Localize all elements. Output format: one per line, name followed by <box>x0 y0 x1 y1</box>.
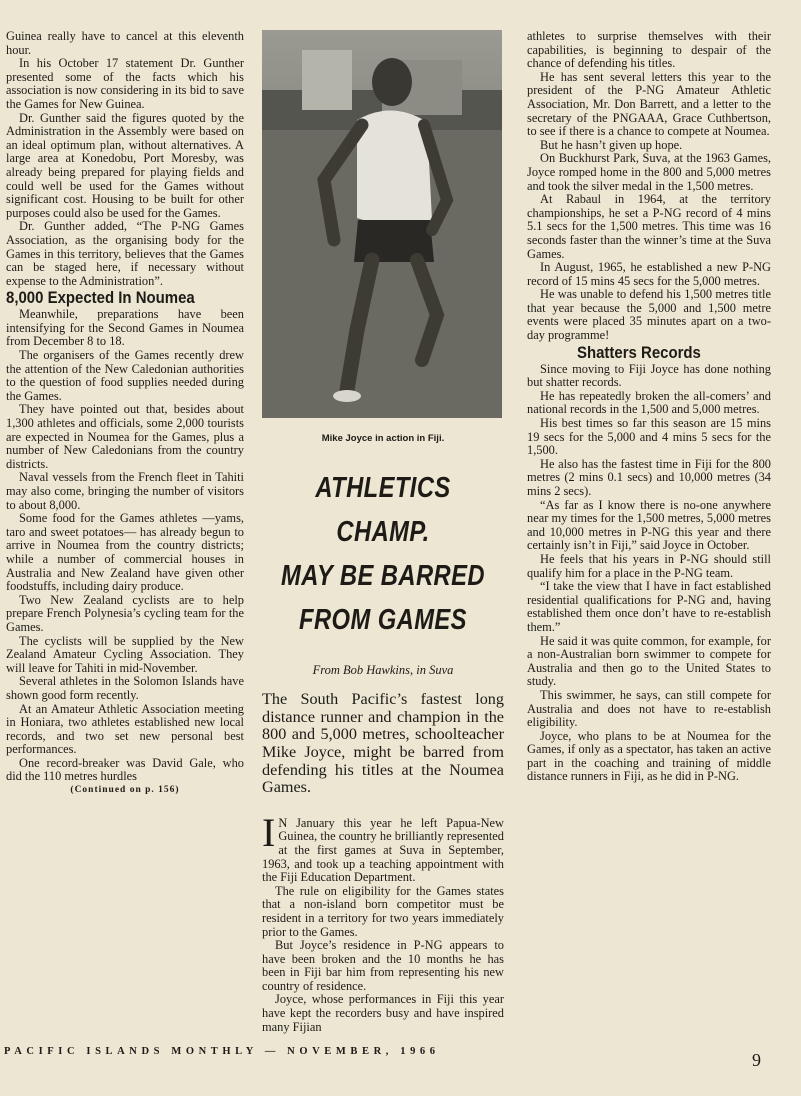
left-column <box>6 30 244 798</box>
byline: From Bob Hawkins, in Suva <box>312 662 454 677</box>
middle-body <box>262 809 504 1035</box>
paragraph: They have pointed out that, besides about 1,300 athletes and officials, some 2,000 tourists are expected in Noumea for the Games, plus a number of New Caledonians from the country districts. <box>6 402 244 471</box>
paragraph: But he hasn’t given up hope. <box>540 137 683 152</box>
paragraph: Naval vessels from the French fleet in Tahiti may also come, bringing the number of visitors to about 8,000. <box>6 470 244 512</box>
paragraph: He has repeatedly broken the all-comers’ and national records in the 1,500 and 5,000 metres. <box>527 388 771 417</box>
paragraph: He has sent several letters this year to the president of the P-NG Amateur Athletic Association, Mr. Don Barrett, and a letter to the secretary of the PNGAAA, Grace Cuthbertson, to see if there is a chance to compete at Noumea. <box>527 69 771 139</box>
runner-photo <box>262 30 502 418</box>
paragraph: In his October 17 statement Dr. Gunther presented some of the facts which his association is now considering in its bid to save the Games for New Guinea. <box>6 56 244 111</box>
paragraph: “As far as I know there is no-one anywhere near my times for the 1,500 metres, 5,000 metres and 10,000 metres in P-NG this year and there certainly isn’t in Fiji,” said Joyce in October. <box>527 497 771 553</box>
paragraph: Several athletes in the Solomon Islands have shown good form recently. <box>6 674 244 702</box>
paragraph: Since moving to Fiji Joyce has done nothing but shatter records. <box>527 361 771 390</box>
paragraph: On Buckhurst Park, Suva, at the 1963 Games, Joyce romped home in the 800 and 5,000 metres and took the silver medal in the 1,500 metres. <box>527 151 771 193</box>
subheading-records: Shatters Records <box>577 342 701 362</box>
paragraph: The cyclists will be supplied by the New Zealand Amateur Cycling Association. They will leave for Tahiti in mid-November. <box>6 633 244 675</box>
paragraph: Dr. Gunther said the figures quoted by the Administration in the Assembly were based on an ideal optimum plan, without alternatives. A large area at Konedobu, Port Moresby, was already being prepared for playing fields and could well be used for the Games without significant cost. Housing to be built for other purposes could also be used for the Games. <box>6 110 244 220</box>
paragraph: Meanwhile, preparations have been intensifying for the Second Games in Noumea from December 8 to 18. <box>6 307 244 349</box>
paragraph: His best times so far this season are 15 mins 19 secs for the 5,000 and 4 mins 5 secs for the 1,500. <box>527 416 771 458</box>
paragraph: He was unable to defend his 1,500 metres title that year because the 5,000 and 1,500 metre events were placed 35 minutes apart on a two-day programme! <box>527 287 771 343</box>
photo-caption: Mike Joyce in action in Fiji. <box>321 433 445 444</box>
paragraph <box>262 809 504 885</box>
paragraph: But Joyce’s residence in P-NG appears to have been broken and the 10 months he has been in Fiji bar him from representing his new country of residence. <box>262 938 504 993</box>
paragraph: This swimmer, he says, can still compete for Australia and does not have to re-establish eligibility. <box>527 687 771 730</box>
continued-note: (Continued on p. 156) <box>70 785 180 796</box>
paragraph: Joyce, who plans to be at Noumea for the Games, if only as a spectator, has taken an active part in the coaching and training of middle distance runners in Fiji, as he did in P-NG. <box>527 728 771 784</box>
headline-line: MAY BE BARRED <box>281 559 485 592</box>
right-column <box>527 30 771 784</box>
paragraph: He feels that his years in P-NG should still qualify him for a place in the P-NG team. <box>527 551 771 580</box>
paragraph: Some food for the Games athletes —yams, taro and sweet potatoes— has already begun to arrive in Noumea from the country districts; while a number of commercial houses in Australia and New Zealand have given other foodstuffs, including dairy produce. <box>6 511 244 594</box>
paragraph: In August, 1965, he established a new P-NG record of 15 mins 45 secs for the 5,000 metres. <box>527 260 771 288</box>
page-footer: PACIFIC ISLANDS MONTHLY — NOVEMBER, 1966 <box>4 1046 440 1057</box>
paragraph: Joyce, whose performances in Fiji this year have kept the recorders busy and have inspired many Fijian <box>262 992 504 1034</box>
lead-paragraph: The South Pacific’s fastest long distance runner and champion in the 800 and 5,000 metres, schoolteacher Mike Joyce, might be barred from defending his titles at the Noumea Games. <box>262 690 504 797</box>
paragraph: Guinea really have to cancel at this eleventh hour. <box>6 29 244 57</box>
middle-column <box>258 30 508 1034</box>
paragraph: He said it was quite common, for example, for a non-Australian born swimmer to compete for Australia and then go to the United States to study. <box>527 633 771 689</box>
paragraph: At Rabaul in 1964, at the territory championships, he set a P-NG record of 4 mins 5.1 secs for the 1,500 metres. This time was 16 seconds faster than the winner’s time at the Suva Games. <box>527 192 771 261</box>
paragraph: “I take the view that I have in fact established residential qualifications for P-NG and, having established them once don’t have to re-establish them.” <box>527 579 771 634</box>
paragraph: The rule on eligibility for the Games states that a non-island born competitor must be resident in a territory for two years immediately prior to the Games. <box>262 883 504 939</box>
headline-line: FROM GAMES <box>299 603 467 636</box>
subheading-noumea: 8,000 Expected In Noumea <box>6 288 195 308</box>
runner-illustration <box>262 30 502 418</box>
first-paragraph-text: N January this year he left Papua-New Guinea, the country he brilliantly represented at the first games at Suva in September, 1963, and took up a teaching appointment with the Fiji Education Department. <box>262 815 504 885</box>
headline-line: ATHLETICS CHAMP. <box>315 471 451 548</box>
paragraph: Two New Zealand cyclists are to help prepare French Polynesia’s cycling team for the Games. <box>6 592 244 634</box>
page-number: 9 <box>752 1050 761 1070</box>
paragraph: At an Amateur Athletic Association meeting in Honiara, two athletes established new local records, and two set new personal best performances. <box>6 701 244 757</box>
drop-cap: I <box>262 809 276 855</box>
paragraph: He also has the fastest time in Fiji for the 800 metres (2 mins 0.1 secs) and 10,000 metres (34 mins 2 secs). <box>527 456 771 498</box>
paragraph: One record-breaker was David Gale, who did the 110 metres hurdles <box>6 755 244 784</box>
paragraph: athletes to surprise themselves with their capabilities, is beginning to despair of the chance of defending his titles. <box>527 29 771 71</box>
paragraph: Dr. Gunther added, “The P-NG Games Association, as the organising body for the Games in this territory, believes that the Games can be staged here, if necessary without expense to the Administration”. <box>6 219 244 288</box>
paragraph: The organisers of the Games recently drew the attention of the New Caledonian authorities to the question of food supplies needed during the Games. <box>6 348 244 403</box>
